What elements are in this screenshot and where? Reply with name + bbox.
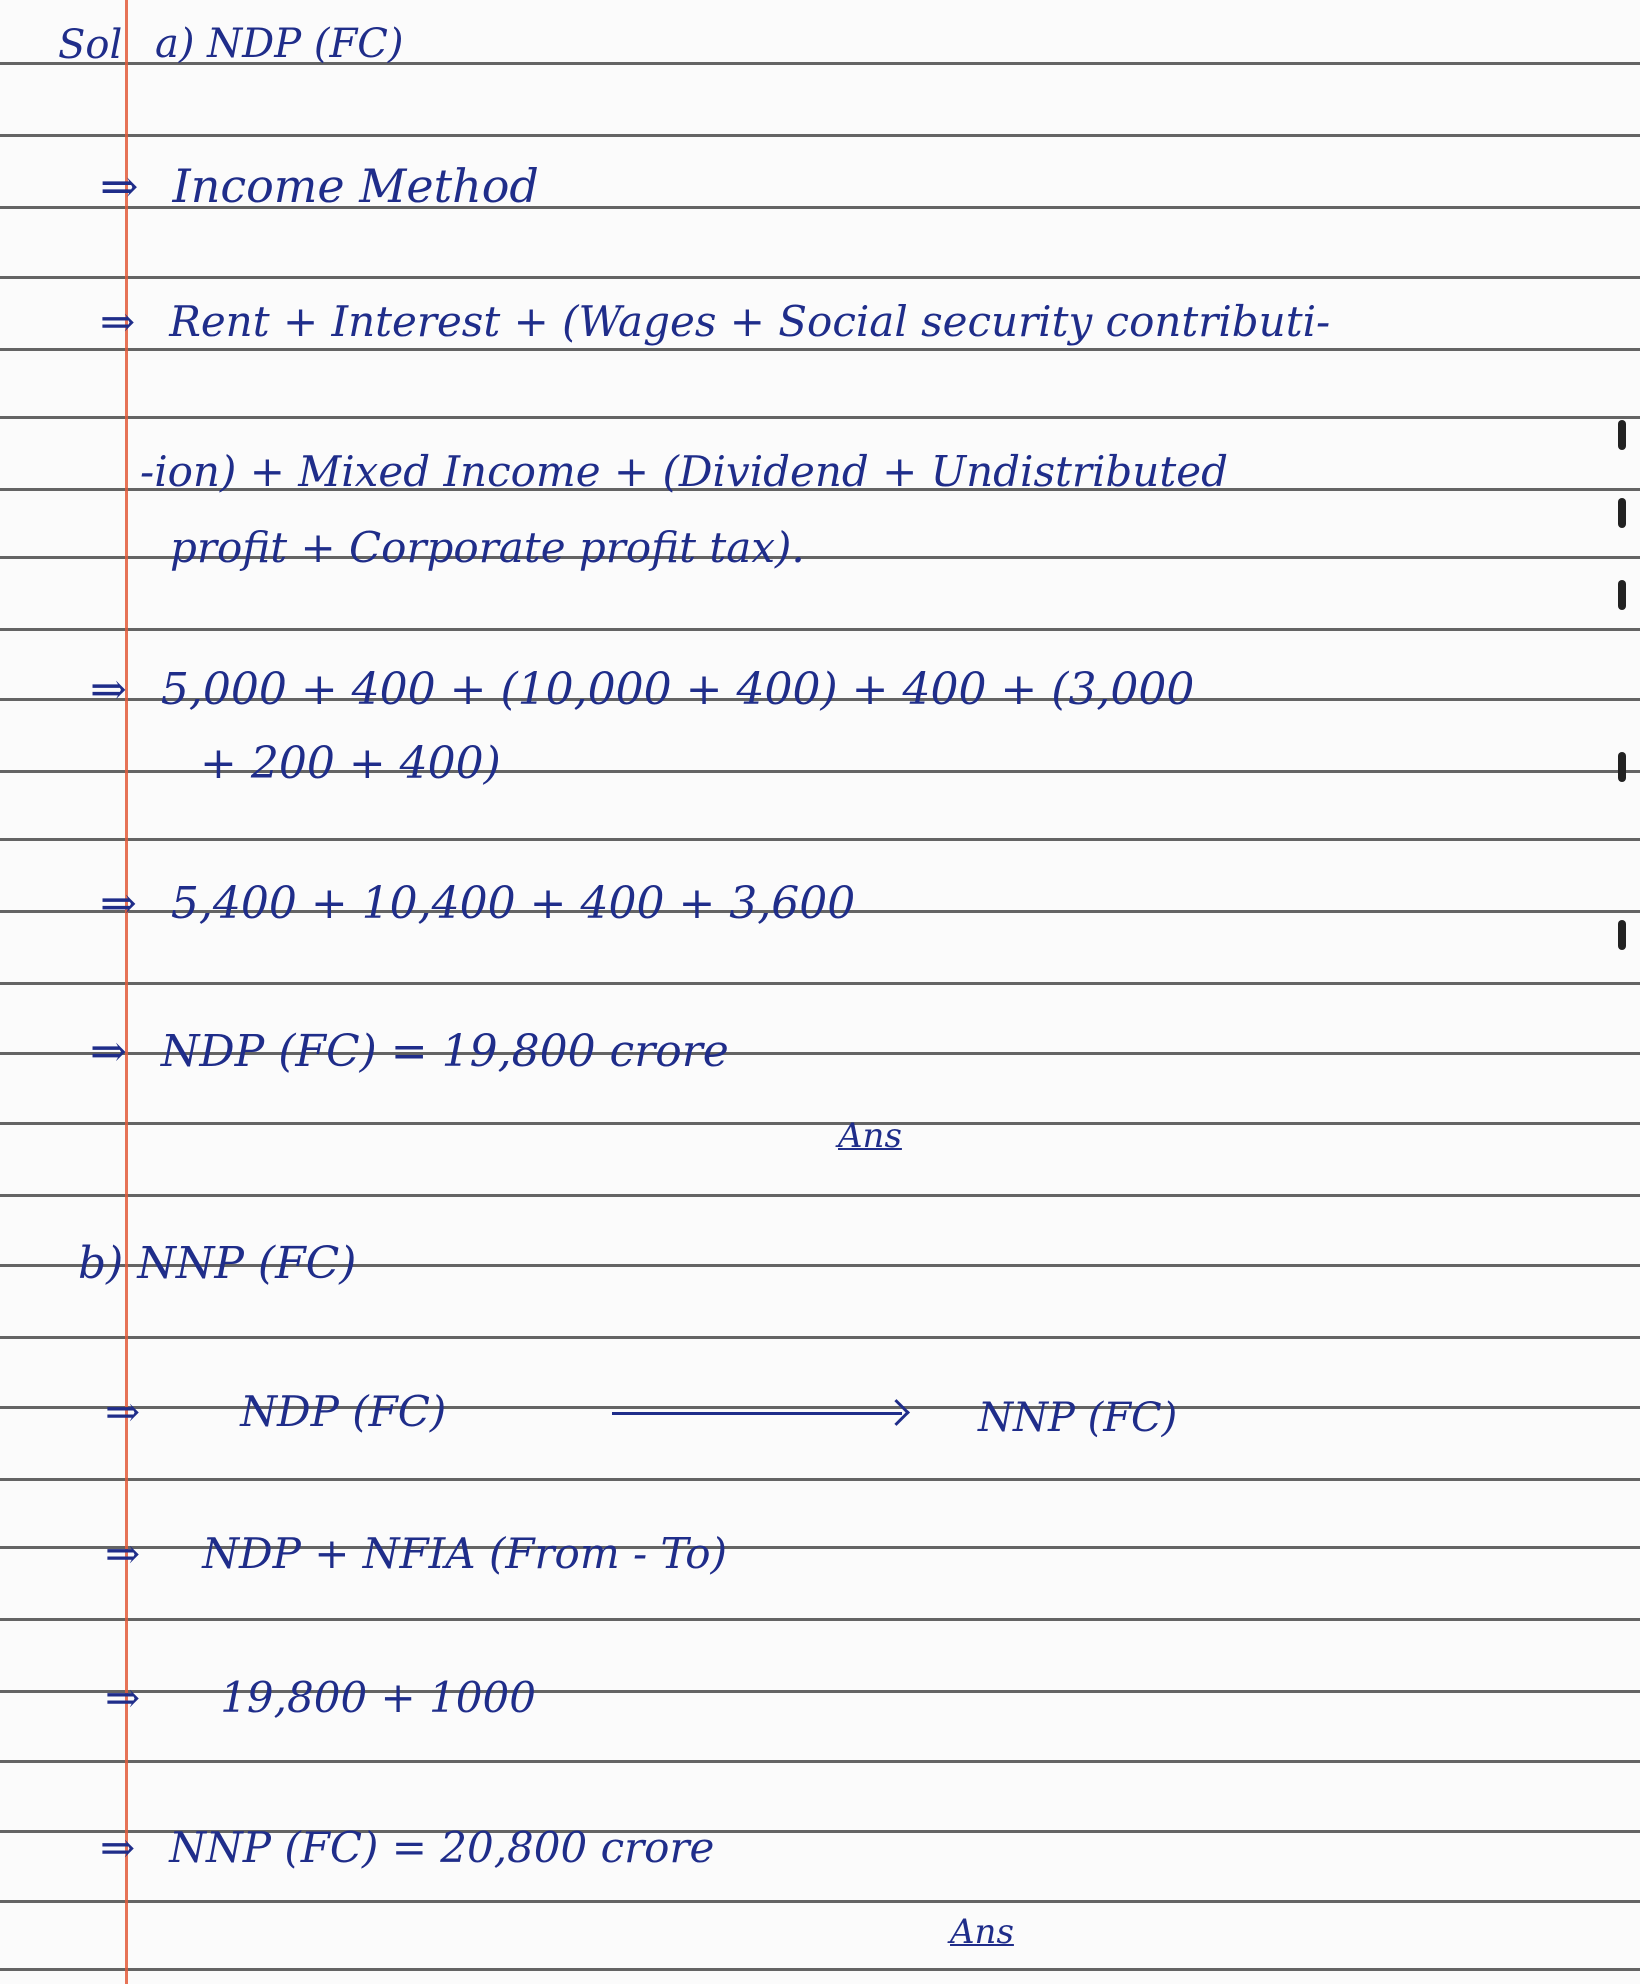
- conversion-line: [105, 1386, 446, 1438]
- sum-line: [100, 878, 855, 930]
- nnp-substitution-text: 19,800 + 1000: [220, 1673, 536, 1722]
- part-a-heading: a) NDP (FC): [155, 21, 404, 67]
- substitution-line-1: [90, 664, 1194, 716]
- method-line: [100, 160, 539, 212]
- binding-mark: [1618, 752, 1626, 782]
- binding-mark: [1618, 420, 1626, 450]
- rule-line: [0, 1618, 1640, 1621]
- implies-arrow-icon: ⇒: [90, 664, 127, 715]
- formula-text-1: Rent + Interest + (Wages + Social security contributi-: [169, 297, 1331, 346]
- rule-line: [0, 1968, 1640, 1971]
- rule-line: [0, 1122, 1640, 1125]
- nnp-formula-text: NDP + NFIA (From - To): [202, 1529, 727, 1578]
- rule-line: [0, 1336, 1640, 1339]
- nnp-formula-line: [105, 1528, 727, 1580]
- sum-text: 5,400 + 10,400 + 400 + 3,600: [170, 878, 856, 929]
- ndp-result-line: [90, 1026, 729, 1078]
- substitution-text-1: 5,000 + 400 + (10,000 + 400) + 400 + (3,000: [160, 664, 1195, 715]
- binding-mark: [1618, 580, 1626, 610]
- rule-line: [0, 1900, 1640, 1903]
- implies-arrow-icon: ⇒: [105, 1673, 141, 1722]
- long-right-arrow-icon: [612, 1412, 902, 1415]
- implies-arrow-icon: ⇒: [105, 1387, 141, 1436]
- substitution-line-2: + 200 + 400): [200, 738, 501, 789]
- nnp-substitution-line: [105, 1672, 536, 1724]
- rule-line: [0, 416, 1640, 419]
- rule-line: [0, 628, 1640, 631]
- conversion-from: NDP (FC): [240, 1387, 447, 1436]
- rule-line: [0, 134, 1640, 137]
- rule-line: [0, 348, 1640, 351]
- formula-line-2: -ion) + Mixed Income + (Dividend + Undistributed: [140, 447, 1228, 496]
- implies-arrow-icon: ⇒: [100, 878, 137, 929]
- part-b-heading: b) NNP (FC): [78, 1238, 357, 1289]
- binding-mark: [1618, 498, 1626, 528]
- implies-arrow-icon: ⇒: [100, 297, 136, 346]
- answer-mark-a: Ans: [838, 1116, 902, 1156]
- method-text: Income Method: [172, 159, 539, 213]
- implies-arrow-icon: ⇒: [90, 1026, 127, 1077]
- binding-mark: [1618, 920, 1626, 950]
- implies-arrow-icon: ⇒: [100, 159, 139, 213]
- rule-line: [0, 1760, 1640, 1763]
- rule-line: [0, 982, 1640, 985]
- rule-line: [0, 276, 1640, 279]
- implies-arrow-icon: ⇒: [100, 1823, 136, 1872]
- ndp-result-text: NDP (FC) = 19,800 crore: [160, 1026, 729, 1077]
- rule-line: [0, 838, 1640, 841]
- rule-line: [0, 1478, 1640, 1481]
- formula-line-1: [100, 296, 1330, 348]
- conversion-to: NNP (FC): [978, 1395, 1178, 1441]
- nnp-result-text: NNP (FC) = 20,800 crore: [169, 1823, 715, 1872]
- solution-label: Sol: [58, 22, 123, 68]
- formula-line-3: profit + Corporate profit tax).: [170, 523, 805, 572]
- answer-mark-b: Ans: [950, 1912, 1014, 1952]
- nnp-result-line: [100, 1822, 714, 1874]
- implies-arrow-icon: ⇒: [105, 1529, 141, 1578]
- rule-line: [0, 1194, 1640, 1197]
